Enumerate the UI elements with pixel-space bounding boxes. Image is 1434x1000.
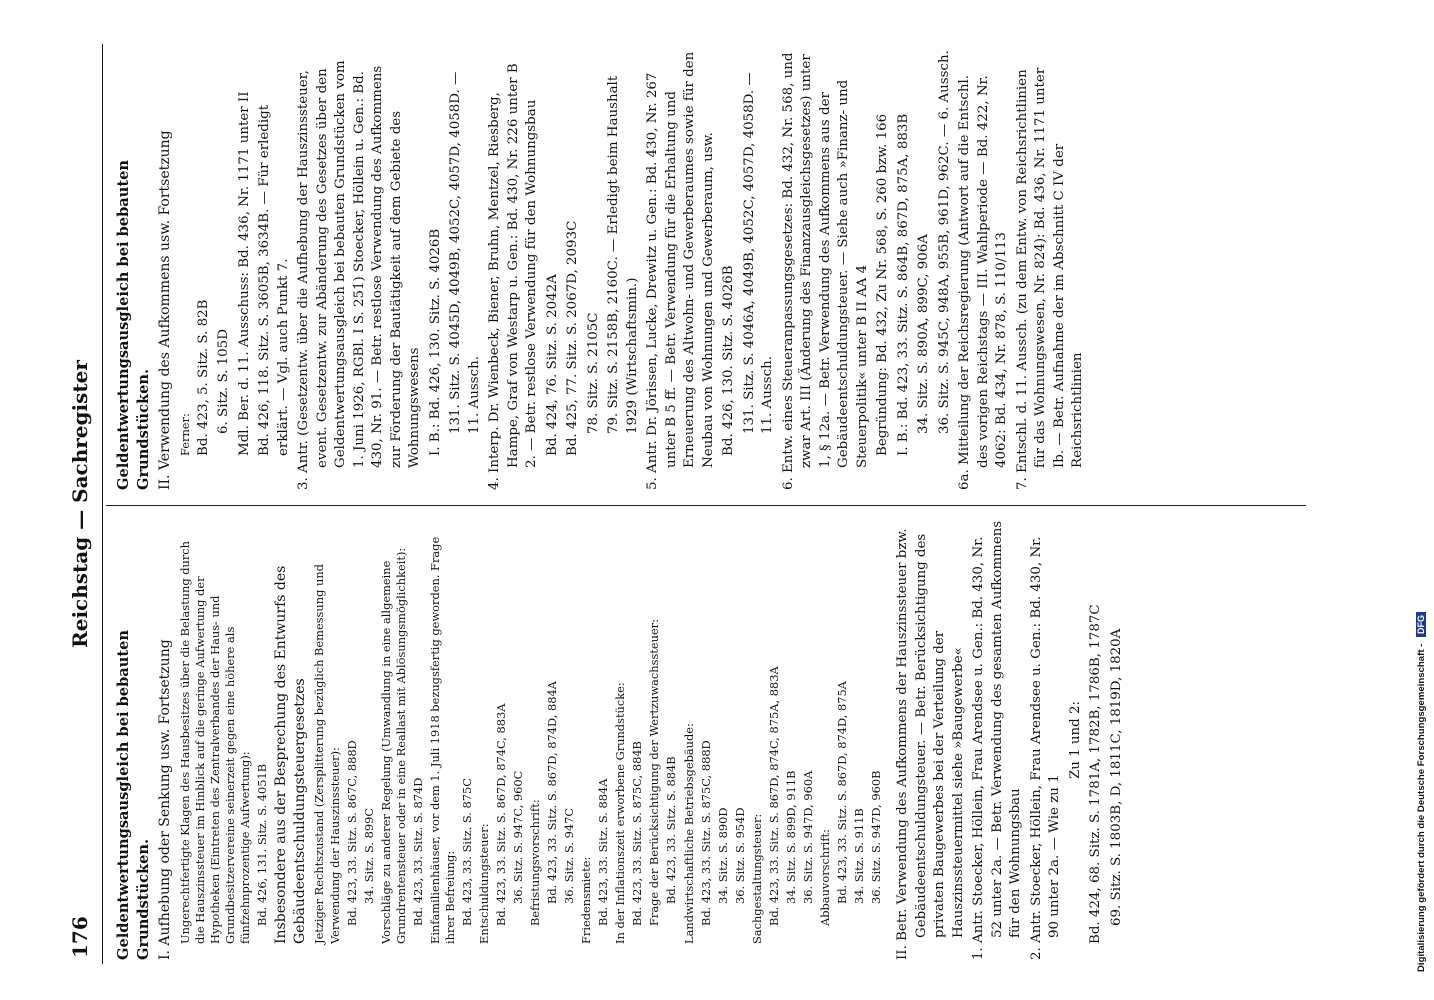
index-entry: I. B.: Bd. 426, 130. Sitz. S. 4026B	[427, 228, 443, 456]
dfg-logo: DFG	[1416, 612, 1426, 637]
index-entry: Geldentwertungsausgleich bei bebauten Grundstücken.	[115, 630, 153, 960]
index-entry: Bd. 423, 33. Sitz. S. 867D, 874D, 875A	[834, 681, 849, 904]
index-entry: Insbesondere aus der Besprechung des Entwurfs des Gebäudeentschuldungsteuergesetzes	[272, 565, 309, 944]
index-entry: 34. Sitz. S. 890A, 899C, 906A	[916, 234, 932, 434]
index-entry: Bd. 423, 33. Sitz. S. 884A	[596, 778, 611, 926]
index-entry: 2. Antr. Stoecker, Höllein, Frau Arendsee u. Gen.: Bd. 430, Nr. 90 unter 2a. — Wie zu 1	[1028, 536, 1063, 960]
index-entry: 36. Sitz. S. 947D, 960A	[800, 770, 815, 904]
index-entry: 36. Sitz. S. 947D, 960B	[869, 770, 884, 904]
index-entry: Vorschläge zu anderer Regelung (Umwandlung in eine allgemeine Grundrentensteuer oder in eine Reallast mit Ablösungsmöglichkeit):	[378, 547, 408, 944]
page-number: 176	[68, 916, 92, 958]
index-entry: 1. Antr. Stoecker, Höllein, Frau Arendsee u. Gen.: Bd. 430, Nr. 52 unter 2a. — Betr. Verwendung des gesamten Aufkommens für den Wohnungsbau	[971, 520, 1024, 960]
index-entry: Bd. 424, 68. Sitz. S. 1781A, 1782B, 1786B, 1787C	[1088, 604, 1104, 944]
index-entry: 7. Entschl. d. 11. Aussch. (zu dem Entw. von Reichsrichtlinien für das Wohnungswesen, Nr. 824): Bd. 436, Nr. 1171 unter Ib. — Betr. Aufnahme der im Abschnitt C IV der Reichsrichtlinien	[1014, 67, 1086, 490]
index-entry: Abbauvorschrift:	[817, 829, 832, 926]
index-entry: Geldentwertungsausgleich bei bebauten Grundstücken.	[115, 160, 153, 490]
index-entry: 79. Sitz. S. 2158B, 2160C. — Erledigt beim Haushalt 1929 (Wirtschaftsmin.)	[606, 75, 640, 434]
index-entry: 5. Antr. Dr. Jörissen, Lucke, Drewitz u. Gen.: Bd. 430, Nr. 267 unter B 5 ff. — Betr. Verwendung für die Erhaltung und Erneuerung des Altwohn- und Gewerberaumes sowie für den Neubau von Wohnungen und Gewerberaum, usw.	[645, 51, 716, 490]
index-entry: 34. Sitz. S. 899D, 911B	[783, 770, 798, 904]
spacer	[886, 520, 892, 960]
index-entry: Bd. 426, 118. Sitz. S. 3605B, 3634B. — Für erledigt erklärt. — Vgl. auch Punkt 7.	[257, 104, 291, 456]
index-entry: Bd. 424, 76. Sitz. S. 2042A	[544, 274, 560, 456]
index-entry: Befristungsvorschrift:	[528, 799, 543, 926]
index-entry: Ferner:	[177, 413, 192, 456]
running-title: Reichstag — Sachregister	[68, 360, 92, 648]
index-entry: 36. Sitz. S. 954D	[732, 807, 747, 904]
index-entry: Bd. 423, 33. Sitz. S. 867D, 874C, 875A, 883A	[766, 666, 781, 926]
index-entry: Bd. 423, 33. Sitz. S. 867D, 874C, 883A	[493, 703, 508, 926]
index-entry: Bd. 426, 131. Sitz. S. 4051B	[254, 763, 269, 926]
index-entry: Bd. 423, 33. Sitz. S. 875C	[459, 778, 474, 926]
index-entry: Landwirtschaftliche Betriebsgebäude:	[681, 723, 696, 944]
index-entry: Bd. 423, 33. Sitz. S. 867D, 874D, 884A	[545, 681, 560, 904]
index-entry: 6. Sitz. S. 105D	[216, 329, 232, 434]
index-entry: Begründung: Bd. 432, Zu Nr. 568, S. 260 bzw. 166	[875, 113, 891, 456]
index-entry: 69. Sitz. S. 1803B, D, 1811C, 1819D, 1820A	[1108, 628, 1124, 926]
index-entry: Ungerechtfertigte Klagen des Hausbesitzes über die Belastung durch die Hauszinssteuer im Hinblick auf die geringe Aufwertung der Hypotheken (Eintreten des Zentralverbandes der Haus- und Grundbesitzervereine seinerzeit gegen eine höhere als fünfzehnprozentige Aufwertung):	[177, 540, 252, 944]
index-entry: Bd. 423, 33. Sitz. S. 875C, 888D	[698, 740, 713, 926]
index-entry: Bd. 423, 33. Sitz. S. 874D	[410, 777, 425, 926]
index-entry: 4. Interp. Dr. Wienbeck, Biener, Bruhn, Mentzel, Riesberg, Hampe, Graf von Westarp u. Gen.: Bd. 430, Nr. 226 unter B 2. — Betr. restlose Verwendung für den Wohnungsbau	[487, 63, 540, 490]
index-entry: 34. Sitz. S. 890D	[715, 807, 730, 904]
index-entry: Bd. 423, 33. Sitz. S. 884B	[664, 756, 679, 904]
index-entry: Entschuldungsteuer:	[476, 823, 491, 944]
left-column	[114, 520, 1128, 960]
index-entry: In der Inflationszeit erworbene Grundstücke:	[613, 682, 628, 944]
index-entry: Frage der Berücksichtigung der Wertzuwachssteuer:	[647, 619, 662, 926]
right-column	[114, 50, 1090, 490]
index-entry: 36. Sitz. S. 947C	[562, 807, 577, 904]
index-entry: 36. Sitz. S. 945C, 948A, 955B, 961D, 962C. — 6. Aussch.	[936, 50, 952, 434]
index-entry: Bd. 423, 33. Sitz. S. 875C, 884B	[630, 741, 645, 926]
index-entry: 131. Sitz. S. 4045D, 4049B, 4052C, 4057D, 4058D. — 11. Aussch.	[448, 71, 482, 434]
index-entry: Bd. 426, 130. Sitz. S. 4026B	[721, 265, 737, 456]
index-entry: 36. Sitz. S. 947C, 960C	[511, 770, 526, 904]
index-entry: 131. Sitz. S. 4046A, 4049B, 4052C, 4057D, 4058D. — 11. Aussch.	[741, 72, 776, 434]
index-entry: 6a. Mitteilung der Reichsregierung (Antwort auf die Entschl. des vorigen Reichstags — III. Wahlperiode — Bd. 422, Nr. 4062: Bd. 434, Nr. 878, S. 110/113	[957, 75, 1010, 490]
page-header	[62, 44, 103, 964]
index-entry: Bd. 423, 5. Sitz. S. 82B	[195, 299, 211, 456]
digitization-note-text: Digitalisierung gefördert durch die Deutsche Forschungsgemeinschaft -	[1416, 643, 1427, 972]
index-entry: II. Verwendung des Aufkommens usw. Fortsetzung	[157, 130, 174, 490]
index-entry: II. Betr. Verwendung des Aufkommens der Hauszinssteuer bzw. Gebäudeentschuldungsteuer. — Betr. Berücksichtigung des privaten Baugewerbes bei der Verteilung der Hauszinssteuermittel siehe »Baugewerbe«	[895, 528, 966, 960]
index-entry: Mdl. Ber. d. 11. Ausschuss: Bd. 436, Nr. 1171 unter II	[236, 91, 252, 456]
index-entry: 3. Antr. (Gesetzentw. über die Aufhebung der Hauszinssteuer, event. Gesetzentw. zur Abänderung des Gesetzes über den Geldentwertungsausgleich bei bebauten Grundstücken vom 1. Juni 1926, RGBl. I S. 251) Stoecker, Höllein u. Gen.: Bd. 430, Nr. 91. — Betr. restlose Verwendung des Aufkommens zur Förderung der Bautätigkeit auf dem Gebiete des Wohnungswesens	[296, 60, 423, 490]
index-entry: Friedensmiete:	[579, 856, 594, 944]
index-entry: Jetziger Rechtszustand (Zersplitterung bezüglich Bemessung und Verwendung der Hauszinssteuer):	[312, 564, 342, 944]
index-entry: 78. Sitz. S. 2105C	[585, 312, 601, 434]
index-entry: Zu 1 und 2:	[1067, 700, 1083, 780]
digitization-note	[1416, 12, 1430, 972]
column-divider	[106, 505, 1306, 506]
index-entry: Sachgestaltungsteuer:	[749, 813, 764, 944]
index-entry: I. B.: Bd. 423, 33. Sitz. S. 864B, 867D, 875A, 883B	[895, 113, 911, 456]
index-entry: Einfamilienhäuser, vor dem 1. Juli 1918 bezugsfertig geworden. Frage ihrer Befreiung:	[427, 536, 457, 944]
index-entry: I. Aufhebung oder Senkung usw. Fortsetzung	[157, 639, 174, 960]
index-entry: Bd. 425, 77. Sitz. S. 2067D, 2093C	[565, 220, 581, 456]
index-entry: 6. Entw. eines Steueranpassungsgesetzes: Bd. 432, Nr. 568, und zwar Art. III (Änderung des Finanzausgleichsgesetzes) unter 1, § 12a. — Betr. Verwendung des Aufkommens aus der Gebäudeentschuldungsteuer. — Siehe auch »Finanz- und Steuerpolitik« unter B II AA 4	[780, 52, 870, 490]
document-page	[62, 44, 1322, 964]
index-entry: 34. Sitz. S. 899C	[361, 807, 376, 904]
index-entry: 34. Sitz. S. 911B	[851, 808, 866, 904]
index-entry: Bd. 423, 33. Sitz. S. 867C, 888D	[344, 740, 359, 926]
